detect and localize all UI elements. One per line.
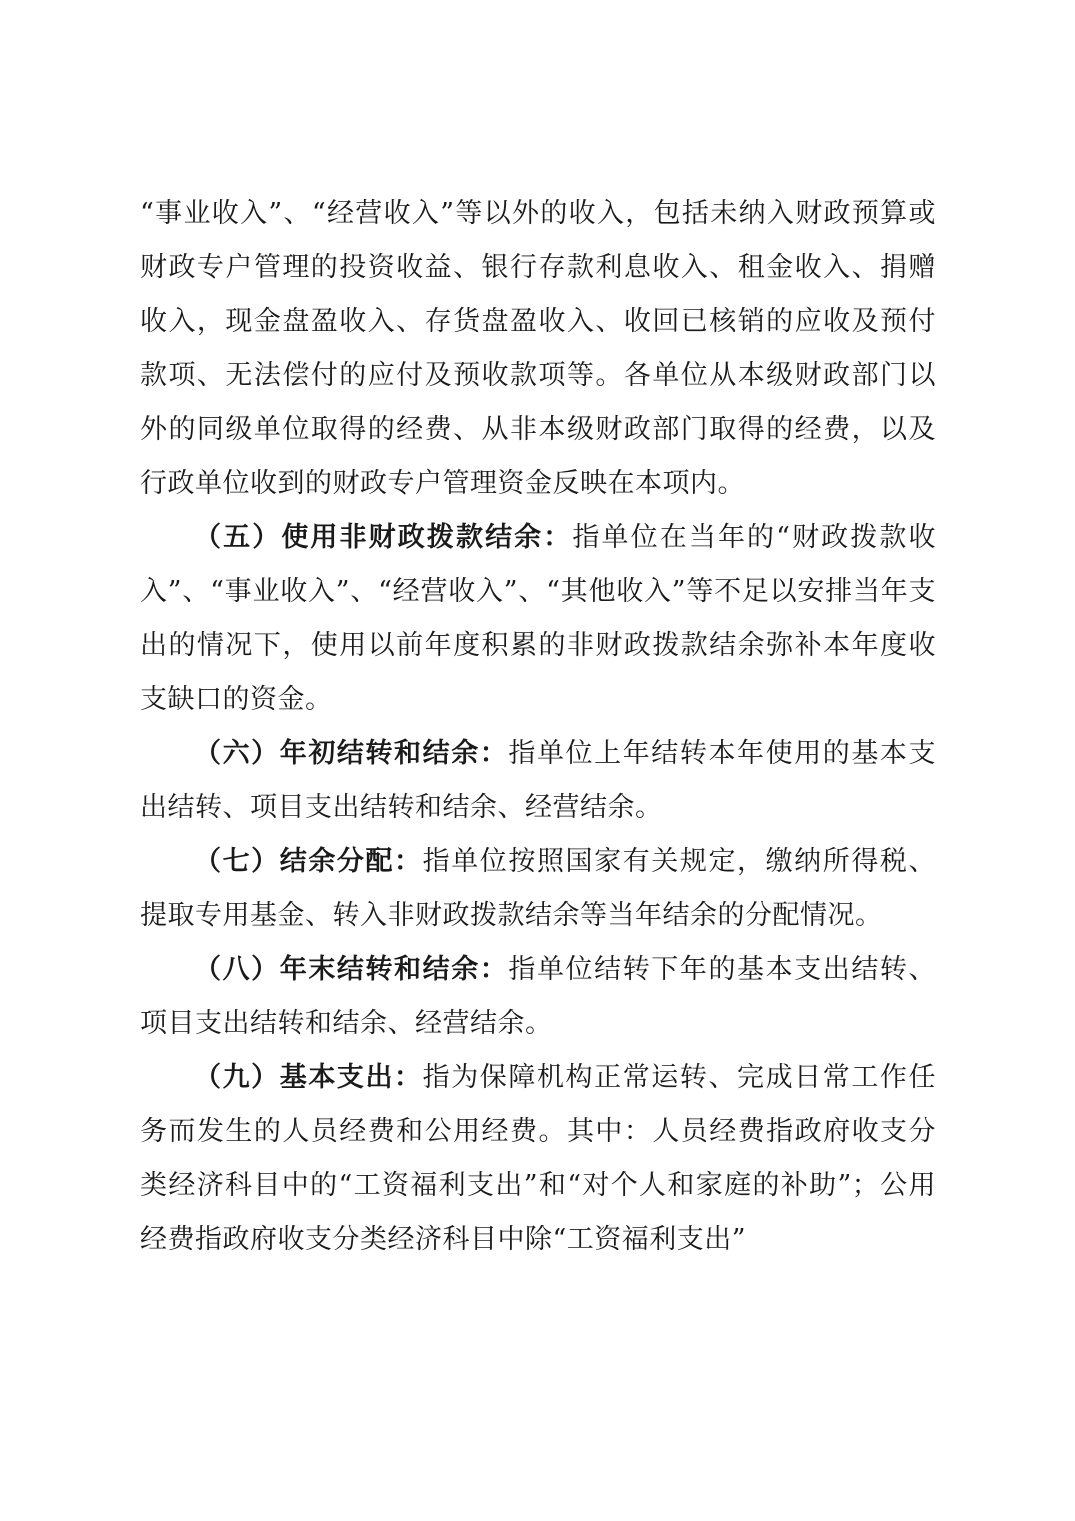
paragraph-lead: （九）基本支出： [194,1062,423,1093]
paragraph-lead: （八）年末结转和结余： [194,954,509,985]
paragraph-item-5 [140,511,936,727]
paragraph-item-8 [140,943,936,1051]
paragraph-text: “事业收入”、“经营收入”等以外的收入，包括未纳入财政预算或财政专户管理的投资收益、银行存款利息收入、租金收入、捐赠收入，现金盘盈收入、存货盘盈收入、收回已核销的应收及预付款项、无法偿付的应付及预收款项等。各单位从本级财政部门以外的同级单位取得的经费、从非本级财政部门取得的经费，以及行政单位收到的财政专户管理资金反映在本项内。 [140,198,936,499]
paragraph-text: 指单位在当年的“财政拨款收入”、“事业收入”、“经营收入”、“其他收入”等不足以安排当年支出的情况下，使用以前年度积累的非财政拨款结余弥补本年度收支缺口的资金。 [140,522,936,715]
paragraph-lead: （七）结余分配： [194,846,423,877]
paragraph-text: 指为保障机构正常运转、完成日常工作任务而发生的人员经费和公用经费。其中：人员经费指政府收支分类经济科目中的“工资福利支出”和“对个人和家庭的补助”；公用经费指政府收支分类经济科目中除“工资福利支出” [140,1062,936,1255]
paragraph-lead: （六）年初结转和结余： [194,738,509,769]
paragraph-other-income [140,187,936,511]
paragraph-text: 指单位按照国家有关规定，缴纳所得税、提取专用基金、转入非财政拨款结余等当年结余的分配情况。 [140,846,936,931]
document-body [140,187,936,1267]
paragraph-item-7 [140,835,936,943]
paragraph-item-9 [140,1051,936,1267]
paragraph-item-6 [140,727,936,835]
paragraph-lead: （五）使用非财政拨款结余： [194,522,573,553]
paragraph-text: 指单位上年结转本年使用的基本支出结转、项目支出结转和结余、经营结余。 [140,738,937,823]
paragraph-text: 指单位结转下年的基本支出结转、项目支出结转和结余、经营结余。 [140,954,937,1039]
